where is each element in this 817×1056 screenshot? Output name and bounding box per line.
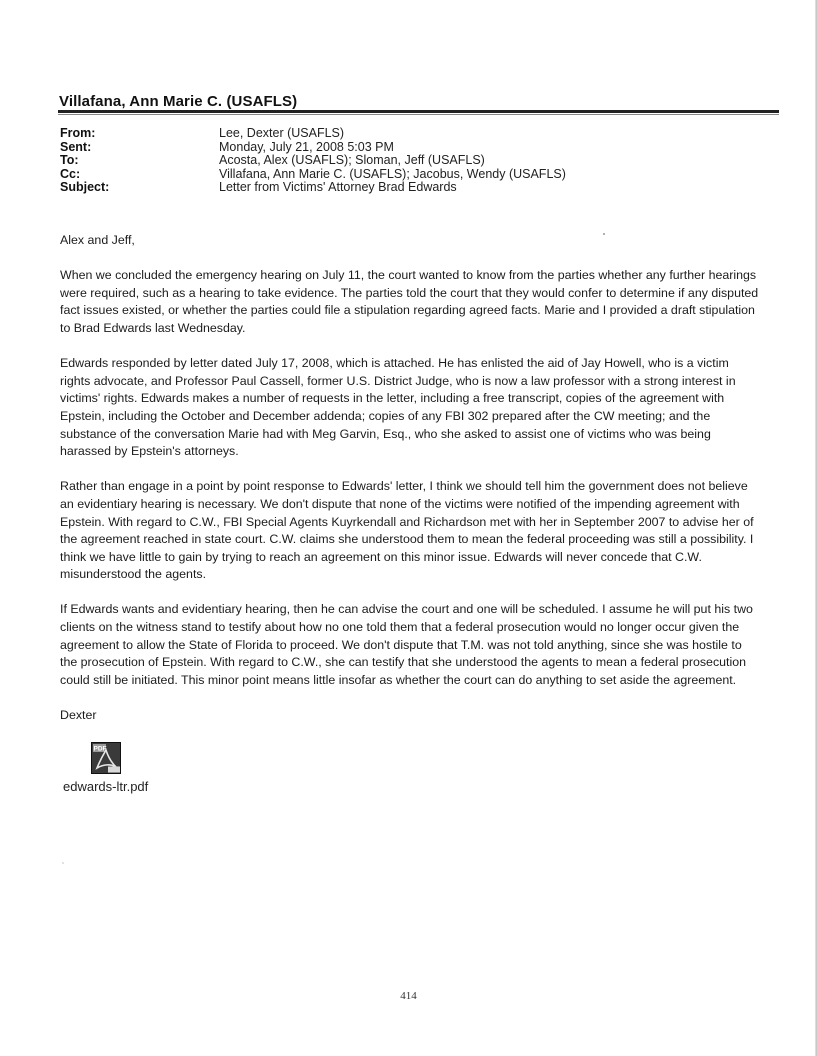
recipients: Acosta, Alex (USAFLS); Sloman, Jeff (USAFLS) [219, 153, 485, 168]
subject: Letter from Victims' Attorney Brad Edwards [219, 180, 457, 195]
header-label: Subject: [60, 180, 110, 195]
signature: Dexter [60, 708, 97, 723]
header-sent [60, 141, 566, 155]
page-number: 414 [400, 990, 417, 1002]
sender: Lee, Dexter (USAFLS) [219, 126, 345, 140]
pdf-file-icon [91, 742, 121, 774]
header-subject [60, 181, 566, 195]
sent-date: Monday, July 21, 2008 5:03 PM [219, 139, 394, 154]
email-body [60, 232, 760, 742]
email-headers [60, 127, 566, 195]
cc-recipients: Villafana, Ann Marie C. (USAFLS); Jacobus, Wendy (USAFLS) [219, 166, 566, 181]
header-label: From: [60, 126, 96, 140]
header-label: Sent: [60, 139, 92, 154]
mailbox-owner: Villafana, Ann Marie C. (USAFLS) [59, 93, 298, 110]
body-paragraph: When we concluded the emergency hearing on July 11, the court wanted to know from the parties whether any further hearings were required, such as a hearing to take evidence. The parties told the court that they would confer to determine if any disputed fact issues existed, or whether the parties could file a stipulation regarding agreed facts. Marie and I provided a draft stipulation to Brad Edwards last Wednesday. [60, 268, 759, 335]
attachment-filename[interactable]: edwards-ltr.pdf [63, 779, 149, 794]
pdf-icon-label: PDF [93, 745, 107, 753]
body-paragraph: Edwards responded by letter dated July 17, 2008, which is attached. He has enlisted the aid of Jay Howell, who is a victim rights advocate, and Professor Paul Cassell, former U.S. District Judge, who is now a law professor with a strong interest in victims' rights. Edwards makes a number of requests in the letter, including a free transcript, copies of the agreement with Epstein, including the October and December addenda; copies of any FBI 302 prepared after the CW meeting; and the substance of the conversation Marie had with Meg Garvin, Esq., who she asked to assist one of victims who was being harassed by Epstein's attorneys. [60, 356, 736, 459]
title-rule [58, 110, 779, 113]
body-paragraph: Rather than engage in a point by point response to Edwards' letter, I think we should tell him the government does not believe an evidentiary hearing is necessary. We don't dispute that none of the victims were notified of the impending agreement with Epstein. With regard to C.W., FBI Special Agents Kuyrkendall and Richardson met with her in September 2007 to advise her of the agreement reached in state court. C.W. claims she understood them to mean the federal proceeding was still a possibility. I think we have little to gain by trying to reach an agreement on this minor issue. Edwards will never concede that C.W. misunderstood the agents. [60, 479, 754, 582]
header-label: To: [60, 153, 79, 168]
title-rule-secondary [58, 114, 779, 115]
greeting: Alex and Jeff, [60, 233, 135, 247]
header-cc [60, 168, 566, 182]
header-to [60, 154, 566, 168]
header-label: Cc: [60, 166, 81, 181]
header-from [60, 127, 566, 141]
scan-speck [62, 862, 64, 864]
body-paragraph: If Edwards wants and evidentiary hearing, then he can advise the court and one will be scheduled. I assume he will put his two clients on the witness stand to testify about how no one told them that a federal prosecution would no longer occur given the agreement to allow the State of Florida to proceed. We don't dispute that T.M. was not told anything, since she was hostile to the prosecution of Epstein. With regard to C.W., she can testify that she understood the agents to mean a federal prosecution could still be initiated. This minor point means little insofar as whether the court can do anything to set aside the agreement. [60, 602, 753, 687]
scan-speck [603, 233, 605, 235]
